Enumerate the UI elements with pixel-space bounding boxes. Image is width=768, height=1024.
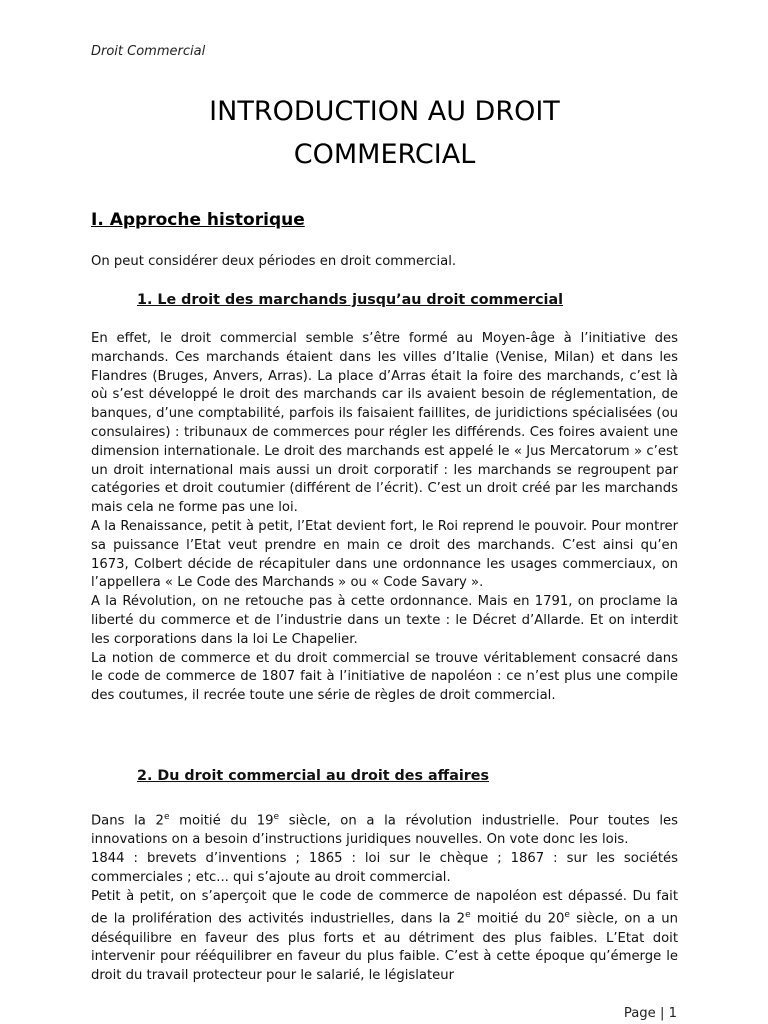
paragraph: En effet, le droit commercial semble s’être formé au Moyen-âge à l’initiative des marchands. Ces marchands étaient dans les villes d’Italie (Venise, Milan) et dans les Flandres (Bruges, Anvers, Arras). La place d’Arras était la foire des marchands, c’est là où s’est développé le droit des marchands car ils avaient besoin de réglementation, de banques, d’une comptabilité, parfois ils faisaient faillites, de juridictions spécialisées (ou consulaires) : tribunaux de commerces pour régler les différends. Ces foires avaient une dimension internationale. Le droit des marchands est appelé le « Jus Mercatorum » c’est un droit international mais aussi un droit corporatif : les marchands se regroupent par catégories et droit coutumier (différent de l’écrit). C’est un droit créé par les marchands mais cela ne forme pas une loi.: [91, 331, 678, 516]
paragraph: Petit à petit, on s’aperçoit que le code de commerce de napoléon est dépassé. Du fait de la prolifération des activités industrielles, dans la 2e moitié du 20e siècle, on a un déséquilibre en faveur des plus forts et au détriment des plus faibles. L’Etat doit intervenir pour rééquilibrer en faveur du plus faible. C’est à cette époque qu’émerge le droit du travail protecteur pour le salarié, le législateur: [91, 888, 679, 984]
page-number: Page | 1: [623, 1006, 677, 1021]
paragraph: A la Renaissance, petit à petit, l’Etat devient fort, le Roi reprend le pouvoir. Pour montrer sa puissance l’Etat veut prendre en main ce droit des marchands. C’est ainsi qu’en 1673, Colbert décide de récapituler dans une ordonnance les usages commerciaux, on l’appellera « Le Code des Marchands » ou « Code Savary ».: [91, 518, 678, 591]
paragraph: La notion de commerce et du droit commercial se trouve véritablement consacré dans le code de commerce de 1807 fait à l’initiative de napoléon : ce n’est plus une compile des coutumes, il recrée toute une série de règles de droit commercial.: [91, 650, 678, 704]
subsection-heading-1: 1. Le droit des marchands jusqu’au droit commercial: [137, 292, 563, 308]
document-title: [91, 90, 678, 176]
intro-paragraph: On peut considérer deux périodes en droit commercial.: [91, 254, 457, 269]
title-line-1: INTRODUCTION AU DROIT: [209, 96, 560, 127]
running-header: Droit Commercial: [91, 44, 206, 59]
paragraph: 1844 : brevets d’inventions ; 1865 : loi sur le chèque ; 1867 : sur les sociétés commerciales ; etc... qui s’ajoute au droit commercial.: [91, 850, 678, 885]
section-heading-historique: I. Approche historique: [91, 210, 305, 230]
paragraph: Dans la 2e moitié du 19e siècle, on a la révolution industrielle. Pour toutes les innovations on a besoin d’instructions juridiques nouvelles. On vote donc les lois.: [91, 812, 678, 848]
subsection-heading-2: 2. Du droit commercial au droit des affaires: [137, 768, 490, 784]
title-line-2: COMMERCIAL: [293, 139, 476, 170]
subsection-1-body: [91, 330, 678, 706]
subsection-2-body: [91, 808, 678, 986]
paragraph: A la Révolution, on ne retouche pas à cette ordonnance. Mais en 1791, on proclame la liberté du commerce et de l’industrie dans un texte : le Décret d’Allarde. Et on interdit les corporations dans la loi Le Chapelier.: [91, 594, 678, 647]
